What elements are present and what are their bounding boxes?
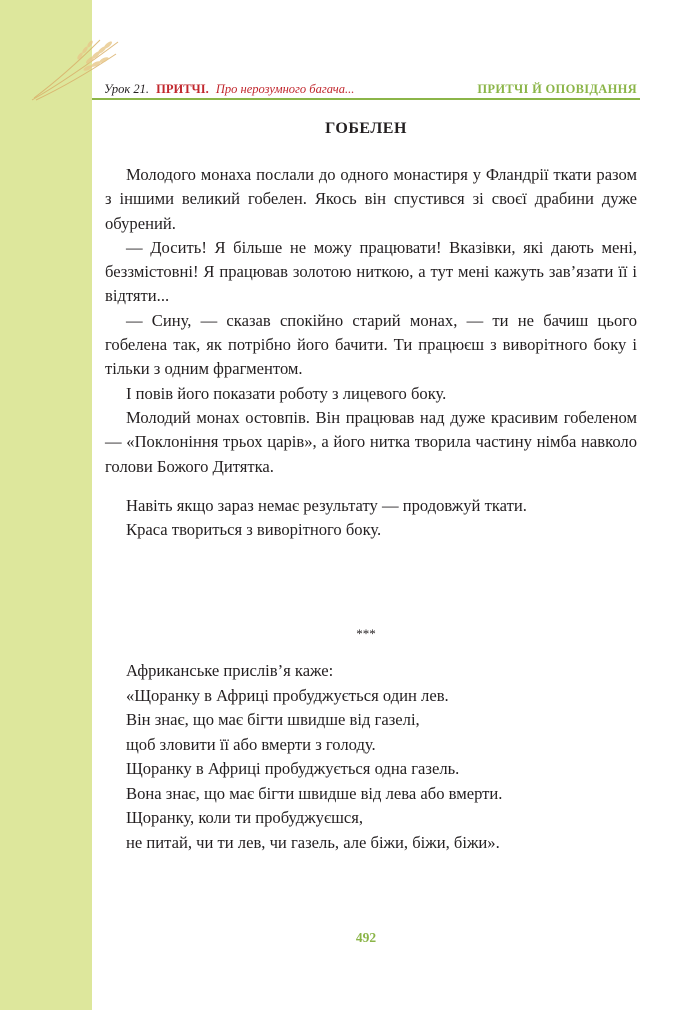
proverb-line: «Щоранку в Африці пробуджується один лев. — [126, 685, 449, 705]
proverb-line: Щоранку, коли ти пробуджуєшся, — [126, 808, 364, 827]
proverb-line: Він знає, що має бігти швидше від газелі, — [126, 710, 420, 729]
paragraph: Молодий монах остовпів. Він працював над дуже красивим гобеленом — «Поклоніння трьох царів», а його нитка творила частину німба навколо голови Божого Дитятка. — [105, 407, 637, 476]
proverb-line: не питай, чи ти лев, чи газель, але біжи, біжи, біжи». — [126, 832, 500, 852]
page-number: 492 — [355, 930, 377, 945]
header-divider — [92, 98, 640, 100]
paragraph: — Сину, — сказав спокійно старий монах, — ти не бачиш цього гобелена так, як потрібно його бачити. Ти працюєш з виворітного боку і тільки з одним фрагментом. — [105, 310, 637, 379]
proverb-line: Вона знає, що має бігти швидше від лева або вмерти. — [126, 783, 503, 803]
moral-line: Навіть якщо зараз немає результату — продовжуй ткати. — [126, 495, 527, 515]
proverb-line: Щоранку в Африці пробуджується одна газель. — [126, 759, 460, 778]
proverb-block — [126, 659, 502, 855]
story-body — [105, 163, 637, 542]
running-header — [104, 82, 354, 97]
section-label: ПРИТЧІ. — [156, 82, 209, 96]
lesson-label: Урок 21. — [104, 82, 150, 96]
paragraph: І повів його показати роботу з лицевого боку. — [126, 383, 447, 403]
proverb-line: щоб зловити її або вмерти з голоду. — [126, 734, 376, 754]
paragraph: — Досить! Я більше не можу працювати! Вказівки, які дають мені, беззмістовні! Я працював золотою ниткою, а тут мені кажуть зав’язати її і відтяти... — [105, 237, 637, 306]
section-separator: *** — [356, 626, 376, 641]
story-title: ГОБЕЛЕН — [325, 120, 407, 137]
paragraph: Молодого монаха послали до одного монастиря у Фландрії ткати разом з іншими великий гобелен. Якось він спустився зі своєї драбини дуже обурений. — [105, 165, 637, 233]
chapter-label: ПРИТЧІ Й ОПОВІДАННЯ — [477, 82, 637, 96]
moral-line: Краса твориться з виворітного боку. — [126, 520, 382, 540]
topic-label: Про нерозумного багача... — [215, 82, 355, 96]
side-color-band — [0, 0, 92, 1010]
proverb-line: Африканське прислів’я каже: — [126, 661, 334, 680]
